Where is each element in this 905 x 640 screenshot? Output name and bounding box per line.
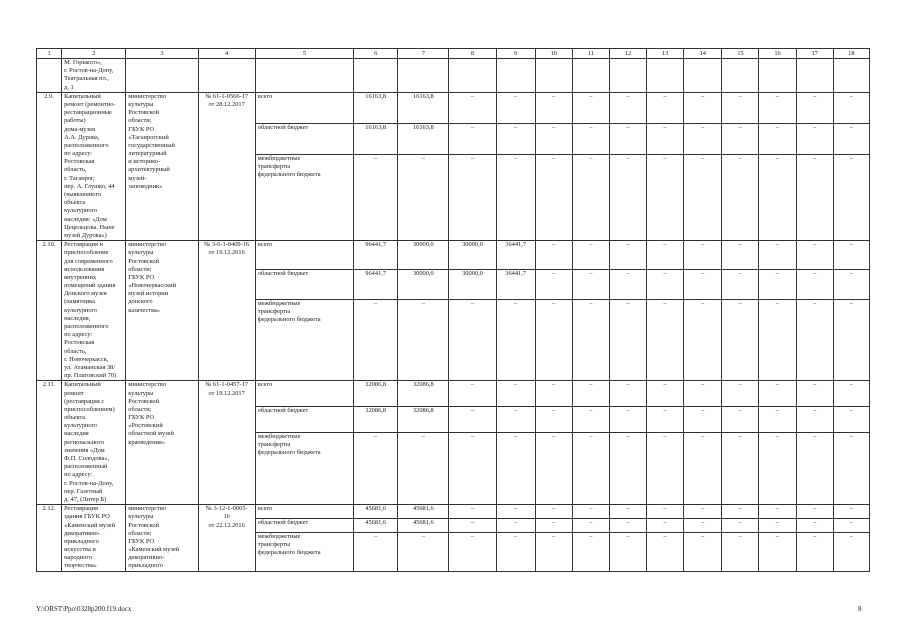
amount-c13: –	[647, 241, 684, 270]
column-number: 9	[496, 49, 535, 59]
amount-c8: 30000,0	[449, 270, 496, 299]
object-name: Капитальный ремонт (реставрация с приспособлением) объекта культурного наследия регионального значения «Дом Ф.П. Солодова», расположенный по адресу: г. Ростов-на-Дону, пер. Газетный д. 47, (Литер Б)	[62, 381, 126, 505]
amount-c15: –	[722, 154, 759, 240]
amount-c15: –	[722, 241, 759, 270]
amount-c11: –	[572, 433, 609, 505]
amount-c10: –	[535, 519, 572, 533]
amount-c13: –	[647, 92, 684, 123]
amount-c7: 32086,8	[398, 381, 449, 407]
amount-c11: –	[572, 299, 609, 381]
amount-c17: –	[796, 299, 833, 381]
amount-c13: –	[647, 299, 684, 381]
amount-c9: –	[496, 407, 535, 433]
amount-c15: –	[722, 123, 759, 154]
amount-c16: –	[759, 270, 796, 299]
object-name: Реставрация здания ГБУК РО «Каменский музей декоративно- прикладного искусства и народного творчества»	[62, 505, 126, 572]
amount-c16: –	[759, 505, 796, 519]
amount-c13: –	[647, 407, 684, 433]
funding-source: областной бюджет	[255, 519, 353, 533]
amount-c17: –	[796, 532, 833, 571]
empty-cell	[126, 59, 198, 93]
amount-c16: –	[759, 241, 796, 270]
amount-c15: –	[722, 270, 759, 299]
amount-c13: –	[647, 505, 684, 519]
funding-source: областной бюджет	[255, 123, 353, 154]
amount-c6: 16163,8	[354, 92, 398, 123]
amount-c13: –	[647, 123, 684, 154]
empty-cell	[609, 59, 646, 93]
amount-c14: –	[684, 407, 722, 433]
empty-cell	[535, 59, 572, 93]
amount-c16: –	[759, 532, 796, 571]
amount-c9: –	[496, 92, 535, 123]
amount-c12: –	[609, 381, 646, 407]
amount-c16: –	[759, 519, 796, 533]
amount-c18: –	[833, 381, 869, 407]
amount-c6: 32086,8	[354, 407, 398, 433]
amount-c9: –	[496, 299, 535, 381]
amount-c17: –	[796, 519, 833, 533]
column-number: 13	[647, 49, 684, 59]
amount-c8: –	[449, 381, 496, 407]
amount-c6: 16163,8	[354, 123, 398, 154]
column-number: 17	[796, 49, 833, 59]
empty-cell	[647, 59, 684, 93]
item-number: 2.11.	[37, 381, 62, 505]
expertise-number: № 61-1-0566-17 от 28.12.2017	[198, 92, 255, 240]
amount-c12: –	[609, 433, 646, 505]
amount-c9: 36441,7	[496, 270, 535, 299]
amount-c15: –	[722, 532, 759, 571]
amount-c15: –	[722, 299, 759, 381]
amount-c15: –	[722, 407, 759, 433]
amount-c14: –	[684, 270, 722, 299]
amount-c17: –	[796, 407, 833, 433]
amount-c12: –	[609, 154, 646, 240]
amount-c11: –	[572, 123, 609, 154]
amount-c14: –	[684, 123, 722, 154]
amount-c14: –	[684, 519, 722, 533]
amount-c12: –	[609, 519, 646, 533]
amount-c10: –	[535, 299, 572, 381]
amount-c6: 96441,7	[354, 270, 398, 299]
expertise-number: № 3-12-1-0065- 16 от 22.12.2016	[198, 505, 255, 572]
column-number: 15	[722, 49, 759, 59]
amount-c14: –	[684, 505, 722, 519]
amount-c11: –	[572, 92, 609, 123]
column-number: 2	[62, 49, 126, 59]
funding-source: межбюджетные трансферты федерального бюджета	[255, 299, 353, 381]
item-number: 2.9.	[37, 92, 62, 240]
amount-c10: –	[535, 92, 572, 123]
amount-c17: –	[796, 505, 833, 519]
funding-source: областной бюджет	[255, 407, 353, 433]
column-number: 1	[37, 49, 62, 59]
amount-c11: –	[572, 241, 609, 270]
responsible-org: министерство культуры Ростовской области; ГБУК РО «Ростовский областной музей краеведения»	[126, 381, 198, 505]
item-number-cell	[37, 59, 62, 93]
page-number: 8	[858, 605, 862, 613]
amount-c7: –	[398, 299, 449, 381]
amount-c18: –	[833, 154, 869, 240]
amount-c8: –	[449, 433, 496, 505]
amount-c18: –	[833, 299, 869, 381]
empty-cell	[722, 59, 759, 93]
item-number: 2.12.	[37, 505, 62, 572]
amount-c6: –	[354, 433, 398, 505]
amount-c13: –	[647, 433, 684, 505]
amount-c9: 36441,7	[496, 241, 535, 270]
amount-c8: –	[449, 532, 496, 571]
column-number-row	[37, 49, 870, 59]
amount-c12: –	[609, 505, 646, 519]
item-number: 2.10.	[37, 241, 62, 381]
funding-source: межбюджетные трансферты федерального бюджета	[255, 532, 353, 571]
amount-c7: 16163,8	[398, 123, 449, 154]
column-number: 3	[126, 49, 198, 59]
amount-c8: 30000,0	[449, 241, 496, 270]
amount-c11: –	[572, 154, 609, 240]
amount-c18: –	[833, 92, 869, 123]
column-number: 6	[354, 49, 398, 59]
amount-c7: 30000,0	[398, 241, 449, 270]
amount-c18: –	[833, 270, 869, 299]
empty-cell	[198, 59, 255, 93]
amount-c7: –	[398, 154, 449, 240]
amount-c6: 96441,7	[354, 241, 398, 270]
amount-c9: –	[496, 154, 535, 240]
amount-c17: –	[796, 381, 833, 407]
amount-c17: –	[796, 241, 833, 270]
empty-cell	[449, 59, 496, 93]
object-name: Реставрация и приспособление для современного использования внутренних помещений здания Донского музея (памятника культурного наследия, расположенного по адресу: Ростовская область, г. Новочеркасск, ул. Атаманская 38/ пр. Платовский 70)	[62, 241, 126, 381]
amount-c18: –	[833, 433, 869, 505]
empty-cell	[833, 59, 869, 93]
amount-c13: –	[647, 270, 684, 299]
responsible-org: министерство культуры Ростовской области; ГБУК РО «Таганрогский государственный литературный и историко- архитектурный музей- заповедник»	[126, 92, 198, 240]
amount-c9: –	[496, 532, 535, 571]
amount-c6: 45681,6	[354, 519, 398, 533]
amount-c7: –	[398, 532, 449, 571]
amount-c10: –	[535, 154, 572, 240]
amount-c18: –	[833, 519, 869, 533]
amount-c14: –	[684, 92, 722, 123]
column-number: 18	[833, 49, 869, 59]
amount-c7: 30000,0	[398, 270, 449, 299]
amount-c16: –	[759, 381, 796, 407]
amount-c14: –	[684, 433, 722, 505]
column-number: 5	[255, 49, 353, 59]
amount-c15: –	[722, 433, 759, 505]
responsible-org: министерство культуры Ростовской области; ГБУК РО «Новочеркасский музей истории донского казачества»	[126, 241, 198, 381]
empty-cell	[796, 59, 833, 93]
amount-c8: –	[449, 407, 496, 433]
amount-c6: –	[354, 154, 398, 240]
amount-c12: –	[609, 270, 646, 299]
amount-c8: –	[449, 299, 496, 381]
column-number: 14	[684, 49, 722, 59]
amount-c16: –	[759, 154, 796, 240]
amount-c12: –	[609, 123, 646, 154]
amount-c7: 45681,6	[398, 505, 449, 519]
amount-c14: –	[684, 381, 722, 407]
amount-c15: –	[722, 92, 759, 123]
amount-c14: –	[684, 241, 722, 270]
amount-c18: –	[833, 505, 869, 519]
amount-c13: –	[647, 532, 684, 571]
funding-source: межбюджетные трансферты федерального бюджета	[255, 154, 353, 240]
amount-c16: –	[759, 433, 796, 505]
amount-c12: –	[609, 92, 646, 123]
responsible-org: министерство культуры Ростовской области; ГБУК РО «Каменский музей декоративно- прикладного	[126, 505, 198, 572]
amount-c6: –	[354, 299, 398, 381]
amount-c6: –	[354, 532, 398, 571]
object-name: Капитальный ремонт (ремонтно- реставрационные работы) дома-музея А.А. Дурова, расположенного по адресу: Ростовская область, г. Таганрог, пер. А. Глушко, 44 (выявленного объекта культурного наследия: «Дом Цецельцова. Ныне музей Дурова»)	[62, 92, 126, 240]
table-row	[37, 92, 870, 123]
amount-c18: –	[833, 123, 869, 154]
amount-c15: –	[722, 505, 759, 519]
amount-c17: –	[796, 270, 833, 299]
amount-c12: –	[609, 241, 646, 270]
amount-c12: –	[609, 532, 646, 571]
amount-c14: –	[684, 532, 722, 571]
table-row	[37, 381, 870, 407]
amount-c16: –	[759, 123, 796, 154]
amount-c15: –	[722, 519, 759, 533]
empty-cell	[684, 59, 722, 93]
amount-c16: –	[759, 407, 796, 433]
amount-c17: –	[796, 433, 833, 505]
funding-table	[36, 48, 870, 572]
amount-c10: –	[535, 381, 572, 407]
amount-c13: –	[647, 519, 684, 533]
column-number: 12	[609, 49, 646, 59]
amount-c9: –	[496, 505, 535, 519]
amount-c10: –	[535, 407, 572, 433]
column-number: 11	[572, 49, 609, 59]
object-name-cell: М. Горького», г. Ростов-на-Дону, Театральная пл., д. 1	[62, 59, 126, 93]
column-number: 7	[398, 49, 449, 59]
amount-c10: –	[535, 433, 572, 505]
amount-c11: –	[572, 505, 609, 519]
table-row	[37, 505, 870, 519]
empty-cell	[354, 59, 398, 93]
column-number: 16	[759, 49, 796, 59]
amount-c9: –	[496, 433, 535, 505]
funding-source: всего	[255, 381, 353, 407]
expertise-number: № 61-1-0457-17 от 19.12.2017	[198, 381, 255, 505]
amount-c10: –	[535, 532, 572, 571]
empty-cell	[255, 59, 353, 93]
funding-source: межбюджетные трансферты федерального бюджета	[255, 433, 353, 505]
amount-c13: –	[647, 154, 684, 240]
amount-c8: –	[449, 123, 496, 154]
funding-source: всего	[255, 92, 353, 123]
empty-cell	[496, 59, 535, 93]
amount-c8: –	[449, 154, 496, 240]
amount-c9: –	[496, 381, 535, 407]
amount-c7: 45681,6	[398, 519, 449, 533]
amount-c11: –	[572, 519, 609, 533]
amount-c11: –	[572, 381, 609, 407]
amount-c17: –	[796, 92, 833, 123]
amount-c9: –	[496, 519, 535, 533]
amount-c12: –	[609, 407, 646, 433]
funding-source: всего	[255, 505, 353, 519]
amount-c14: –	[684, 299, 722, 381]
amount-c8: –	[449, 519, 496, 533]
amount-c10: –	[535, 505, 572, 519]
amount-c6: 32086,8	[354, 381, 398, 407]
amount-c17: –	[796, 154, 833, 240]
amount-c10: –	[535, 123, 572, 154]
amount-c12: –	[609, 299, 646, 381]
amount-c10: –	[535, 241, 572, 270]
amount-c17: –	[796, 123, 833, 154]
table-row	[37, 241, 870, 270]
empty-cell	[398, 59, 449, 93]
amount-c18: –	[833, 407, 869, 433]
footer-file-path: Y:\ORST\Ppo\0328p200.f19.docx	[36, 605, 132, 613]
amount-c6: 45681,6	[354, 505, 398, 519]
column-number: 10	[535, 49, 572, 59]
amount-c14: –	[684, 154, 722, 240]
column-number: 4	[198, 49, 255, 59]
amount-c7: 16163,8	[398, 92, 449, 123]
column-number: 8	[449, 49, 496, 59]
amount-c11: –	[572, 270, 609, 299]
amount-c15: –	[722, 381, 759, 407]
funding-source: всего	[255, 241, 353, 270]
amount-c18: –	[833, 241, 869, 270]
amount-c18: –	[833, 532, 869, 571]
continuation-row	[37, 59, 870, 93]
expertise-number: № 3-6-1-0409-16 от 19.12.2016	[198, 241, 255, 381]
amount-c16: –	[759, 92, 796, 123]
amount-c11: –	[572, 407, 609, 433]
amount-c8: –	[449, 92, 496, 123]
amount-c7: 32086,8	[398, 407, 449, 433]
amount-c11: –	[572, 532, 609, 571]
amount-c10: –	[535, 270, 572, 299]
funding-source: областной бюджет	[255, 270, 353, 299]
amount-c9: –	[496, 123, 535, 154]
empty-cell	[759, 59, 796, 93]
empty-cell	[572, 59, 609, 93]
amount-c16: –	[759, 299, 796, 381]
amount-c8: –	[449, 505, 496, 519]
amount-c7: –	[398, 433, 449, 505]
amount-c13: –	[647, 381, 684, 407]
